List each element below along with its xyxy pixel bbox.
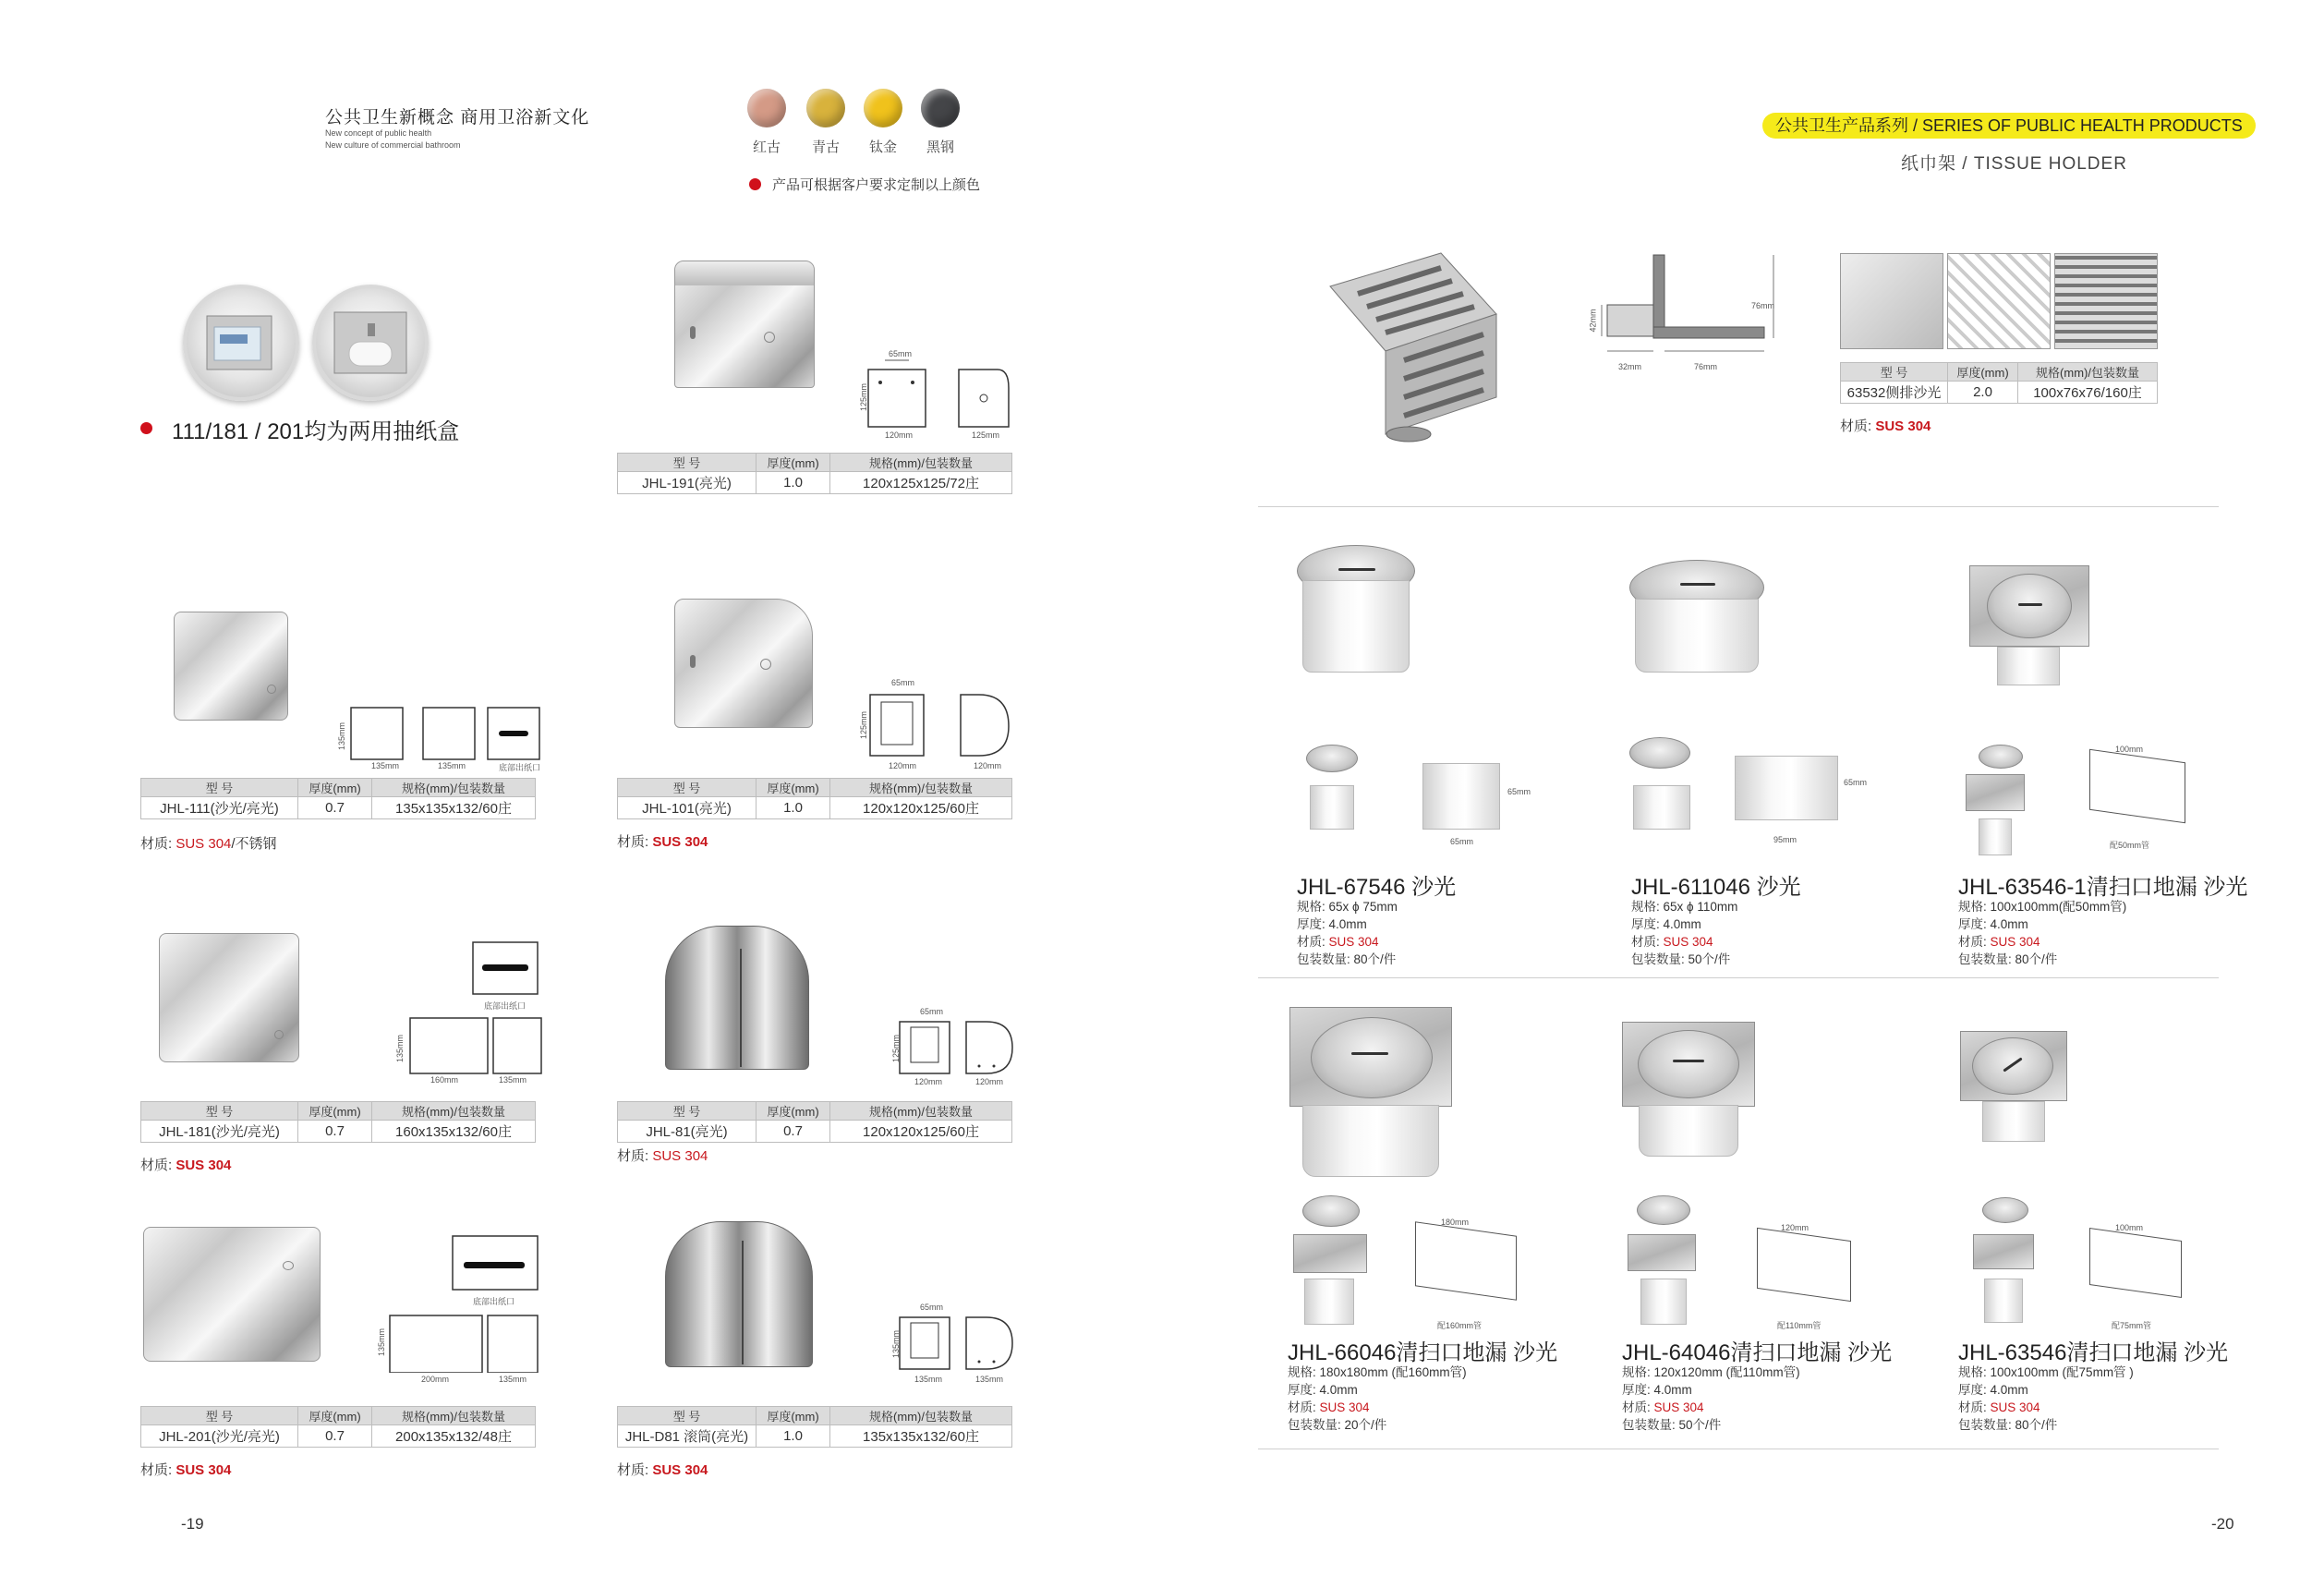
pack-line	[1631, 951, 1737, 968]
pack-value: 80个/件	[1353, 952, 1397, 966]
product-photo-jhl-611046-body	[1635, 599, 1759, 673]
dim-label: 65mm	[920, 1007, 944, 1016]
material-extra: /不锈钢	[231, 836, 277, 852]
spec-table-jhl-81	[617, 1101, 1012, 1143]
material-line-jhl-111	[140, 833, 277, 853]
color-label: 黑钢	[926, 139, 954, 155]
product-photo-63532	[1321, 249, 1515, 448]
dim-label: 135mm	[337, 721, 347, 751]
material-value: SUS 304	[652, 834, 708, 850]
material-label: 材质:	[1958, 1400, 1991, 1414]
spec-line	[1622, 1364, 1800, 1381]
dimension-drawing-jhl-67546	[1422, 763, 1500, 830]
material-value: SUS 304	[652, 1148, 708, 1164]
dimension-drawing-jhl-d81	[894, 1310, 1020, 1379]
material-line	[1297, 933, 1398, 951]
header-spec: 规格(mm)/包装数量	[372, 1102, 536, 1121]
dim-label: 95mm	[1773, 835, 1797, 844]
spec-line	[1297, 898, 1398, 915]
product-photo-jhl-201	[143, 1227, 321, 1362]
material-line	[1622, 1399, 1800, 1416]
product-photo-jhl-64046-body	[1639, 1105, 1738, 1157]
dim-label: 100mm	[2115, 1223, 2144, 1232]
dimension-drawing-jhl-201	[379, 1234, 543, 1377]
pack-value: 80个/件	[2015, 952, 2058, 966]
part-photo-cap	[1629, 737, 1690, 769]
thickness-cell: 1.0	[757, 797, 830, 819]
spec-cell: 135x135x132/60庄	[830, 1425, 1012, 1448]
spec-cell: 100x76x76/160庄	[2018, 382, 2158, 404]
spec-value: 65x ϕ 75mm	[1328, 900, 1398, 914]
product-photo-jhl-63546-1	[1969, 565, 2089, 647]
material-line-jhl-81	[617, 1146, 708, 1165]
dim-label: 120mm	[974, 761, 1002, 770]
dim-label: 180mm	[1441, 1218, 1470, 1227]
dim-label: 65mm	[920, 1303, 944, 1312]
thickness-cell: 1.0	[757, 1425, 830, 1448]
thickness-line	[1622, 1381, 1800, 1399]
product-photo-jhl-81	[665, 926, 809, 1070]
bullet-dot	[140, 422, 152, 434]
header-thickness: 厚度(mm)	[1948, 363, 2018, 382]
dimension-drawing-jhl-611046	[1735, 756, 1838, 820]
material-line-jhl-d81	[617, 1460, 708, 1479]
dimension-drawing-jhl-64046	[1757, 1228, 1851, 1302]
material-line	[1631, 933, 1737, 951]
spec-value: 100x100mm (配75mm管 )	[1990, 1365, 2134, 1379]
spec-table-jhl-191	[617, 453, 1012, 494]
spec-label: 规格:	[1958, 1365, 1991, 1379]
drain-spec-block	[1622, 1364, 1800, 1434]
dim-label: 配110mm管	[1777, 1321, 1822, 1330]
model-cell: 63532侧排沙光	[1841, 382, 1948, 404]
part-photo-cap	[1302, 1195, 1360, 1227]
material-value: SUS 304	[1663, 935, 1713, 949]
material-label: 材质:	[1631, 935, 1664, 949]
dim-label: 底部出纸口	[484, 1001, 527, 1011]
material-label: 材质:	[617, 1462, 653, 1478]
series-banner: 公共卫生产品系列 / SERIES OF PUBLIC HEALTH PRODUCTS	[1762, 113, 2256, 139]
spec-line	[1631, 898, 1737, 915]
thickness-cell: 0.7	[757, 1121, 830, 1143]
spec-line	[1958, 898, 2126, 915]
dimension-drawing-jhl-63546-1	[2089, 749, 2185, 824]
material-label: 材质:	[617, 1148, 653, 1164]
material-line	[1958, 933, 2126, 951]
material-label: 材质:	[1288, 1400, 1320, 1414]
drain-title: JHL-63546清扫口地漏 沙光	[1958, 1340, 2229, 1365]
part-photo-cap	[1979, 745, 2023, 769]
model-cell: JHL-101(亮光)	[618, 797, 757, 819]
drain-spec-block	[1631, 898, 1737, 968]
material-value: SUS 304	[1875, 418, 1931, 434]
dim-label: 120mm	[1781, 1223, 1810, 1232]
part-photo-plate	[1973, 1234, 2034, 1269]
dimension-drawing-jhl-81	[894, 1014, 1020, 1084]
header-thickness: 厚度(mm)	[298, 1102, 372, 1121]
material-value: SUS 304	[176, 1462, 232, 1478]
pack-label: 包装数量:	[1631, 952, 1689, 966]
header-model: 型 号	[618, 1407, 757, 1425]
dim-label: 配50mm管	[2110, 841, 2150, 850]
header-spec: 规格(mm)/包装数量	[372, 1407, 536, 1425]
header-model: 型 号	[141, 1102, 298, 1121]
spec-label: 规格:	[1622, 1365, 1654, 1379]
pack-line	[1958, 951, 2126, 968]
part-photo-pipe	[1640, 1279, 1687, 1325]
drain-title: JHL-64046清扫口地漏 沙光	[1622, 1340, 1893, 1365]
slogan-en-2: New culture of commercial bathroom	[325, 140, 461, 150]
product-photo-jhl-191	[674, 261, 815, 388]
thickness-label: 厚度:	[1958, 1383, 1991, 1397]
material-line	[1288, 1399, 1467, 1416]
dim-label: 135mm	[395, 1034, 405, 1063]
material-line-jhl-201	[140, 1460, 231, 1479]
dim-label: 135mm	[371, 761, 400, 770]
pack-label: 包装数量:	[1958, 1418, 2015, 1432]
dimension-drawing-jhl-101	[859, 684, 1016, 771]
thickness-line	[1288, 1381, 1467, 1399]
section-divider	[1258, 506, 2219, 507]
drain-spec-block	[1297, 898, 1398, 968]
product-photo-jhl-67546-body	[1302, 580, 1410, 673]
dim-label: 120mm	[889, 761, 917, 770]
spec-cell: 200x135x132/48庄	[372, 1425, 536, 1448]
thickness-cell: 0.7	[298, 797, 372, 819]
thumb-63532-a	[1840, 253, 1943, 349]
drain-spec-block	[1958, 1364, 2134, 1434]
dim-label: 135mm	[914, 1375, 943, 1384]
part-photo-cap	[1637, 1195, 1690, 1225]
product-photo-jhl-d81	[665, 1221, 813, 1367]
header-model: 型 号	[141, 1407, 298, 1425]
dim-label: 125mm	[891, 1034, 902, 1063]
material-label: 材质:	[1840, 418, 1876, 434]
product-detail-photo-tissue	[183, 285, 299, 401]
spec-cell: 135x135x132/60庄	[372, 797, 536, 819]
dim-label: 120mm	[914, 1077, 943, 1086]
dim-label: 125mm	[859, 382, 869, 412]
product-photo-jhl-63546	[1960, 1031, 2067, 1101]
header-model: 型 号	[141, 779, 298, 797]
dim-label: 135mm	[438, 761, 466, 770]
thickness-value: 4.0mm	[1328, 917, 1367, 931]
material-label: 材质:	[140, 836, 176, 852]
color-custom-note: 产品可根据客户要求定制以上颜色	[772, 177, 981, 193]
material-line-63532	[1840, 416, 1931, 435]
pack-label: 包装数量:	[1622, 1418, 1679, 1432]
header-spec: 规格(mm)/包装数量	[372, 779, 536, 797]
material-label: 材质:	[1622, 1400, 1654, 1414]
dim-label: 65mm	[1507, 787, 1531, 796]
section-divider	[1258, 977, 2219, 978]
header-thickness: 厚度(mm)	[757, 1102, 830, 1121]
dim-label: 135mm	[499, 1375, 527, 1384]
model-cell: JHL-111(沙光/亮光)	[141, 797, 298, 819]
color-label: 钛金	[868, 139, 897, 155]
pack-line	[1297, 951, 1398, 968]
thickness-line	[1297, 915, 1398, 933]
dim-label: 160mm	[430, 1075, 459, 1085]
spec-table-jhl-181	[140, 1101, 536, 1143]
dim-label: 120mm	[975, 1077, 1004, 1086]
spec-value: 180x180mm (配160mm管)	[1319, 1365, 1467, 1379]
dim-label: 76mm	[1694, 362, 1718, 371]
model-cell: JHL-D81 滚筒(亮光)	[618, 1425, 757, 1448]
spec-label: 规格:	[1958, 900, 1991, 914]
material-label: 材质:	[1297, 935, 1329, 949]
product-detail-photo-roll	[312, 285, 429, 401]
material-label: 材质:	[140, 1158, 176, 1173]
thickness-label: 厚度:	[1288, 1383, 1320, 1397]
dim-label: 125mm	[859, 710, 869, 740]
thickness-label: 厚度:	[1631, 917, 1664, 931]
dim-label: 底部出纸口	[499, 763, 541, 772]
pack-line	[1622, 1416, 1800, 1434]
dim-label: 100mm	[2115, 745, 2144, 754]
drain-title: JHL-63546-1清扫口地漏 沙光	[1958, 875, 2248, 900]
dimension-drawing-jhl-66046	[1415, 1221, 1517, 1300]
color-label: 红古	[752, 139, 781, 155]
thickness-line	[1958, 1381, 2134, 1399]
header-spec: 规格(mm)/包装数量	[830, 779, 1012, 797]
product-photo-jhl-63546-body	[1982, 1101, 2045, 1142]
spec-table-jhl-d81	[617, 1406, 1012, 1448]
slogan-en-1: New concept of public health	[325, 128, 432, 138]
bullet-dot	[749, 178, 761, 190]
pack-label: 包装数量:	[1288, 1418, 1345, 1432]
product-photo-jhl-66046	[1289, 1007, 1452, 1107]
header-model: 型 号	[1841, 363, 1948, 382]
header-thickness: 厚度(mm)	[757, 454, 830, 472]
spec-table-63532	[1840, 362, 2158, 404]
header-thickness: 厚度(mm)	[757, 779, 830, 797]
spec-table-jhl-201	[140, 1406, 536, 1448]
thickness-value: 4.0mm	[1653, 1383, 1692, 1397]
material-line	[1958, 1399, 2134, 1416]
color-swatch-red-antique	[747, 89, 786, 127]
spec-table-jhl-101	[617, 778, 1012, 819]
thickness-value: 4.0mm	[1990, 917, 2028, 931]
spec-label: 规格:	[1631, 900, 1664, 914]
header-thickness: 厚度(mm)	[298, 779, 372, 797]
product-photo-jhl-64046	[1622, 1022, 1755, 1107]
slogan: 公共卫生新概念 商用卫浴新文化	[325, 108, 590, 127]
color-label: 青古	[811, 139, 840, 155]
drain-spec-block	[1958, 898, 2126, 968]
header-model: 型 号	[618, 454, 757, 472]
drain-spec-block	[1288, 1364, 1467, 1434]
header-spec: 规格(mm)/包装数量	[830, 454, 1012, 472]
header-model: 型 号	[618, 779, 757, 797]
dim-label: 65mm	[1450, 837, 1474, 846]
header-spec: 规格(mm)/包装数量	[830, 1407, 1012, 1425]
part-photo-plate	[1966, 774, 2025, 811]
thickness-line	[1631, 915, 1737, 933]
dim-label: 配75mm管	[2112, 1321, 2152, 1330]
dim-label: 76mm	[1751, 301, 1775, 310]
thickness-line	[1958, 915, 2126, 933]
thickness-value: 4.0mm	[1990, 1383, 2028, 1397]
spec-label: 规格:	[1297, 900, 1329, 914]
spec-value: 100x100mm(配50mm管)	[1990, 900, 2127, 914]
part-photo-pipe	[1310, 785, 1354, 830]
part-photo-pipe	[1979, 818, 2012, 855]
part-photo-pipe	[1984, 1279, 2023, 1323]
spec-value: 65x ϕ 110mm	[1663, 900, 1738, 914]
material-line-jhl-181	[140, 1155, 231, 1174]
dim-label: 135mm	[891, 1329, 902, 1359]
drain-title: JHL-611046 沙光	[1631, 875, 1801, 900]
part-photo-cap	[1306, 745, 1358, 772]
thumb-63532-b	[1947, 253, 2051, 349]
thumb-63532-c	[2054, 253, 2158, 349]
part-photo-pipe	[1304, 1279, 1354, 1325]
material-line-jhl-101	[617, 831, 708, 851]
spec-label: 规格:	[1288, 1365, 1320, 1379]
thickness-cell: 1.0	[757, 472, 830, 494]
color-swatch-black-steel	[921, 89, 960, 127]
pack-value: 20个/件	[1344, 1418, 1387, 1432]
dim-label: 42mm	[1588, 309, 1598, 333]
material-value: SUS 304	[1328, 935, 1379, 949]
pack-label: 包装数量:	[1958, 952, 2015, 966]
material-value: SUS 304	[1990, 935, 2040, 949]
spec-table-jhl-111	[140, 778, 536, 819]
spec-line	[1958, 1364, 2134, 1381]
dim-label: 65mm	[891, 678, 915, 687]
dimension-drawing-jhl-63546	[2089, 1228, 2182, 1298]
model-cell: JHL-201(沙光/亮光)	[141, 1425, 298, 1448]
product-photo-jhl-111	[174, 612, 288, 721]
dim-label: 32mm	[1618, 362, 1642, 371]
thickness-cell: 2.0	[1948, 382, 2018, 404]
header-spec: 规格(mm)/包装数量	[2018, 363, 2158, 382]
model-cell: JHL-81(亮光)	[618, 1121, 757, 1143]
material-value: SUS 304	[176, 836, 232, 852]
material-value: SUS 304	[176, 1158, 232, 1173]
pack-line	[1958, 1416, 2134, 1434]
page-number-left: -19	[181, 1515, 204, 1533]
category-title: 纸巾架 / TISSUE HOLDER	[1901, 154, 2127, 174]
thickness-cell: 0.7	[298, 1425, 372, 1448]
material-label: 材质:	[617, 834, 653, 850]
part-photo-plate	[1628, 1234, 1696, 1271]
material-value: SUS 304	[652, 1462, 708, 1478]
dim-label: 135mm	[499, 1075, 527, 1085]
dim-label: 配160mm管	[1437, 1321, 1483, 1330]
drain-title: JHL-67546 沙光	[1297, 875, 1457, 900]
spec-value: 120x120mm (配110mm管)	[1653, 1365, 1800, 1379]
color-swatch-green-antique	[806, 89, 845, 127]
dim-label: 65mm	[1844, 778, 1868, 787]
material-label: 材质:	[140, 1462, 176, 1478]
part-photo-pipe	[1633, 785, 1690, 830]
header-model: 型 号	[618, 1102, 757, 1121]
page-number-right: -20	[2211, 1515, 2234, 1533]
spec-cell: 160x135x132/60庄	[372, 1121, 536, 1143]
dim-label: 125mm	[972, 430, 1000, 440]
thickness-cell: 0.7	[298, 1121, 372, 1143]
part-photo-cap	[1982, 1197, 2028, 1223]
part-photo-plate	[1293, 1234, 1367, 1273]
dim-label: 135mm	[377, 1327, 387, 1357]
material-value: SUS 304	[1990, 1400, 2040, 1414]
dim-label: 200mm	[421, 1375, 450, 1384]
pack-label: 包装数量:	[1297, 952, 1354, 966]
product-photo-jhl-181	[159, 933, 299, 1062]
spec-line	[1288, 1364, 1467, 1381]
thickness-value: 4.0mm	[1319, 1383, 1358, 1397]
material-value: SUS 304	[1319, 1400, 1370, 1414]
dim-label: 135mm	[975, 1375, 1004, 1384]
pack-value: 80个/件	[2015, 1418, 2058, 1432]
dual-use-note: 111/181 / 201均为两用抽纸盒	[172, 419, 460, 444]
thickness-value: 4.0mm	[1663, 917, 1701, 931]
pack-value: 50个/件	[1678, 1418, 1722, 1432]
material-value: SUS 304	[1653, 1400, 1704, 1414]
thickness-label: 厚度:	[1297, 917, 1329, 931]
drain-title: JHL-66046清扫口地漏 沙光	[1288, 1340, 1558, 1365]
product-photo-jhl-66046-body	[1302, 1105, 1439, 1177]
material-label: 材质:	[1958, 935, 1991, 949]
spec-cell: 120x120x125/60庄	[830, 797, 1012, 819]
product-photo-jhl-63546-1-body	[1997, 647, 2060, 685]
pack-value: 50个/件	[1688, 952, 1731, 966]
spec-cell: 120x125x125/72庄	[830, 472, 1012, 494]
model-cell: JHL-191(亮光)	[618, 472, 757, 494]
dim-label: 120mm	[885, 430, 914, 440]
pack-line	[1288, 1416, 1467, 1434]
dim-label: 65mm	[889, 349, 913, 358]
product-photo-jhl-101	[674, 599, 813, 728]
spec-cell: 120x120x125/60庄	[830, 1121, 1012, 1143]
model-cell: JHL-181(沙光/亮光)	[141, 1121, 298, 1143]
color-swatch-titanium-gold	[864, 89, 902, 127]
header-thickness: 厚度(mm)	[757, 1407, 830, 1425]
thickness-label: 厚度:	[1622, 1383, 1654, 1397]
dim-label: 底部出纸口	[473, 1297, 515, 1306]
thickness-label: 厚度:	[1958, 917, 1991, 931]
header-thickness: 厚度(mm)	[298, 1407, 372, 1425]
header-spec: 规格(mm)/包装数量	[830, 1102, 1012, 1121]
